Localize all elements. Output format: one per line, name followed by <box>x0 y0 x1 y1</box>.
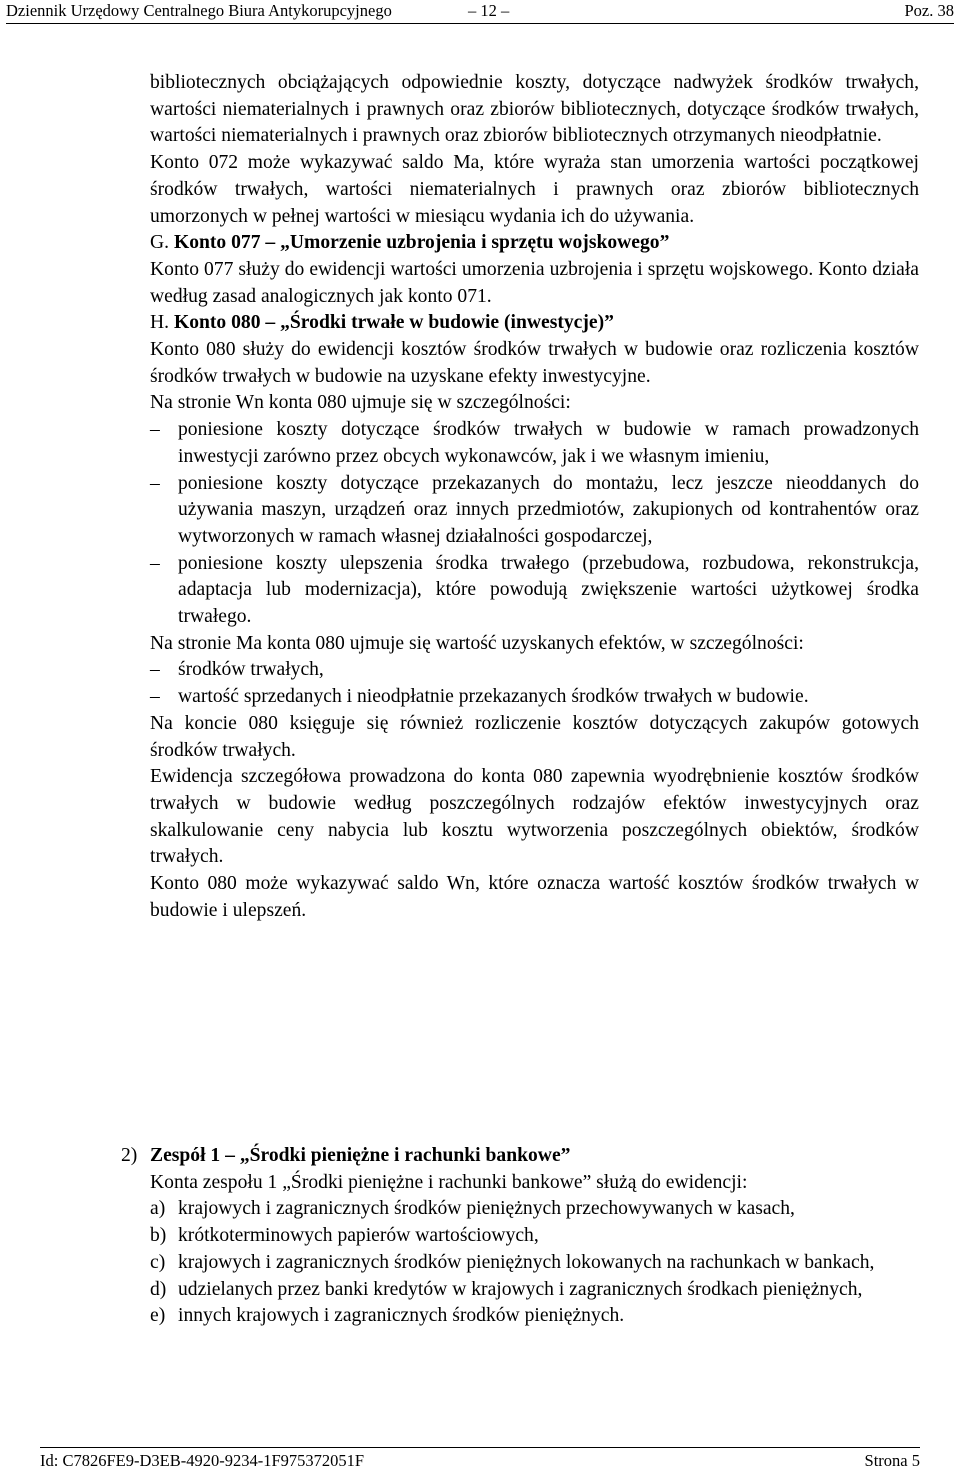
saldo-paragraph: Konto 080 może wykazywać saldo Wn, które oznacza wartość kosztów środków trwałych w budowie i ulepszeń. <box>150 873 919 921</box>
page-header <box>6 0 954 25</box>
ewidencja-paragraph: Ewidencja szczegółowa prowadzona do konta 080 zapewnia wyodrębnienie kosztów środków trwałych w budowie według poszczególnych rodzajów efektów inwestycyjnych oraz skalkulowanie ceny nabycia lub kosztu wytworzenia poszczególnych obiektów, środków trwałych. <box>150 766 919 868</box>
dash-marker: – <box>150 659 160 681</box>
section-g-heading <box>150 230 919 257</box>
list-item-text: poniesione koszty ulepszenia środka trwałego (przebudowa, rozbudowa, rekonstrukcja, adaptacja lub modernizacja), które powodują zwiększenie wartości użytkowej środka trwałego. <box>178 552 919 628</box>
position-number: Poz. 38 <box>904 1 954 20</box>
dash-marker: – <box>150 419 160 441</box>
list-item <box>150 1303 919 1330</box>
publication-title: Dziennik Urzędowy Centralnego Biura Antykorupcyjnego <box>6 1 392 20</box>
section-2-list <box>150 1196 919 1330</box>
ma-intro: Na stronie Ma konta 080 ujmuje się wartość uzyskanych efektów, w szczególności: <box>150 632 804 654</box>
wn-list <box>150 417 919 631</box>
list-item <box>150 417 919 470</box>
section-2-intro: Konta zespołu 1 „Środki pieniężne i rachunki bankowe” służą do ewidencji: <box>150 1171 748 1193</box>
list-marker: b) <box>150 1225 167 1247</box>
list-item <box>150 657 919 684</box>
section-2 <box>121 1143 919 1330</box>
intro-paragraph: bibliotecznych obciążających odpowiednie koszty, dotyczące nadwyżek środków trwałych, wartości niematerialnych i prawnych oraz zbiorów bibliotecznych, dotyczące środków trwałych, wartości niematerialnych i prawnych oraz zbiorów bibliotecznych otrzymanych nieodpłatnie. <box>150 72 919 147</box>
list-item-text: poniesione koszty dotyczące środków trwałych w budowie w ramach prowadzonych inwestycji zarówno przez obcych wykonawców, jak i we własnym imieniu, <box>178 419 919 467</box>
list-item <box>150 471 919 551</box>
list-item <box>150 684 919 711</box>
list-item-text: krajowych i zagranicznych środków pieniężnych lokowanych na rachunkach w bankach, <box>178 1251 875 1273</box>
section-g-text: Konto 077 służy do ewidencji wartości umorzenia uzbrojenia i sprzętu wojskowego. Konto działa według zasad analogicznych jak konto 071. <box>150 258 919 307</box>
list-item <box>150 551 919 631</box>
list-item-text: poniesione koszty dotyczące przekazanych do montażu, lecz jeszcze nieoddanych do używania maszyn, urządzeń oraz innych przedmiotów, zakupionych od kontrahentów oraz wytworzonych w ramach własnej działalności gospodarczej, <box>178 472 919 547</box>
section-h-text: Konto 080 służy do ewidencji kosztów środków trwałych w budowie oraz rozliczenia kosztów środków trwałych w budowie na uzyskane efekty inwestycyjne. <box>150 339 919 387</box>
list-item-text: wartość sprzedanych i nieodpłatnie przekazanych środków trwałych w budowie. <box>178 686 809 708</box>
section-h-title: Konto 080 – „Środki trwałe w budowie (inwestycje)” <box>173 312 614 334</box>
list-item <box>150 1250 919 1277</box>
list-item-text: udzielanych przez banki kredytów w krajowych i zagranicznych środkach pieniężnych, <box>178 1278 863 1300</box>
list-item-text: innych krajowych i zagranicznych środków pieniężnych. <box>178 1305 625 1327</box>
list-item <box>150 1277 919 1304</box>
dash-marker: – <box>150 472 160 494</box>
list-marker: d) <box>150 1278 167 1300</box>
footer-divider <box>40 1447 920 1448</box>
section-2-number: 2) <box>121 1145 138 1166</box>
list-marker: e) <box>150 1305 166 1327</box>
list-marker: c) <box>150 1251 166 1273</box>
dash-marker: – <box>150 552 160 574</box>
footer-page-number: Strona 5 <box>864 1451 920 1470</box>
section-h-letter: H. <box>150 312 170 334</box>
main-content <box>150 70 919 925</box>
section-g-title: Konto 077 – „Umorzenie uzbrojenia i sprzętu wojskowego” <box>173 232 670 254</box>
section-g-letter: G. <box>150 232 170 254</box>
header-divider <box>6 23 954 24</box>
konto-072-paragraph: Konto 072 może wykazywać saldo Ma, które wyraża stan umorzenia wartości początkowej środków trwałych, wartości niematerialnych i prawnych oraz zbiorów bibliotecznych umorzonych w pełnej wartości w miesiącu wydania ich do używania. <box>150 152 919 227</box>
list-item <box>150 1196 919 1223</box>
koncie-paragraph: Na koncie 080 księguje się również rozliczenie kosztów dotyczących zakupów gotowych środków trwałych. <box>150 712 919 761</box>
list-item <box>150 1223 919 1250</box>
section-2-heading: Zespół 1 – „Środki pieniężne i rachunki bankowe” <box>150 1145 571 1166</box>
document-id: Id: C7826FE9-D3EB-4920-9234-1F975372051F <box>40 1451 365 1470</box>
list-item-text: środków trwałych, <box>178 659 324 681</box>
page-number: – 12 – <box>468 1 510 20</box>
list-marker: a) <box>150 1198 166 1220</box>
dash-marker: – <box>150 686 160 708</box>
wn-intro: Na stronie Wn konta 080 ujmuje się w szczególności: <box>150 392 571 414</box>
list-item-text: krajowych i zagranicznych środków pieniężnych przechowywanych w kasach, <box>178 1198 795 1220</box>
list-item-text: krótkoterminowych papierów wartościowych, <box>178 1225 539 1247</box>
ma-list <box>150 657 919 710</box>
section-h-heading <box>150 310 919 337</box>
